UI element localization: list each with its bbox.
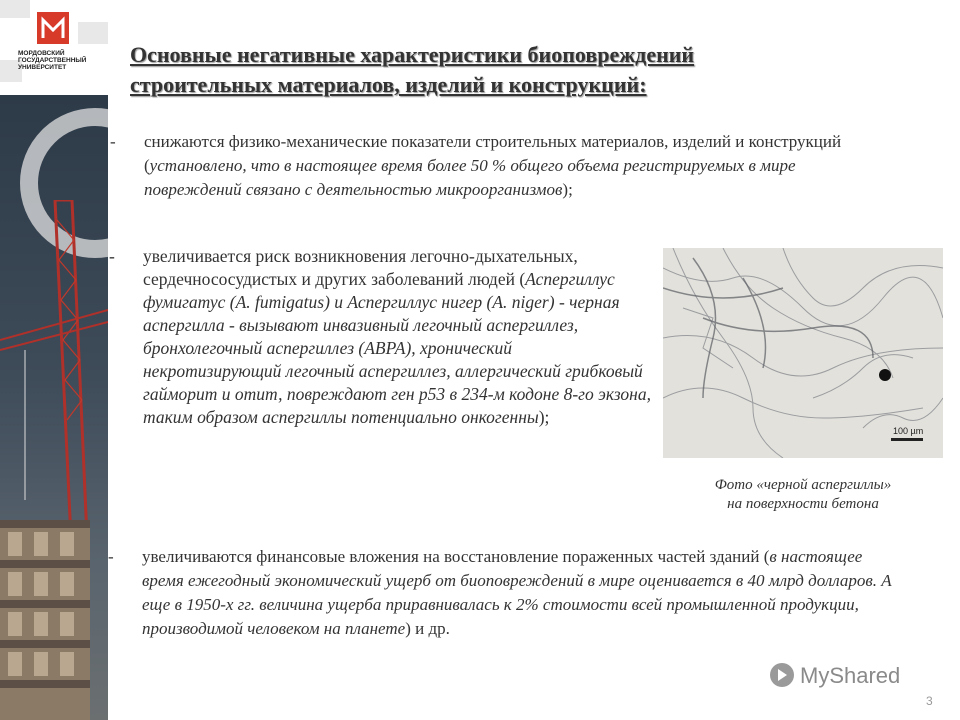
bullet-dash: -: [109, 246, 115, 266]
bullet-text: увеличивается риск возникновения легочно-дыхательных, сердечнососудистых и других заболеваний людей (: [143, 246, 578, 289]
scale-bar: [891, 438, 923, 441]
scale-label: 100 µm: [893, 426, 924, 436]
bullet-text: снижаются физико-механические показатели строительных материалов, изделий и конструкций (: [144, 132, 842, 175]
bullet-text: );: [538, 407, 550, 427]
photo-caption: [663, 476, 943, 514]
myshared-watermark[interactable]: [770, 663, 900, 689]
bullet-financial: [108, 545, 902, 641]
left-decoration: [0, 0, 108, 720]
caption-line-2: на поверхности бетона: [727, 496, 879, 512]
bullet-strength: [110, 130, 864, 202]
bullet-italic-text: в настоящее время ежегодный экономический ущерб от биоповреждений в мире оценивается в 40 млрд долларов. А еще в 1950-х гг. величина ущерба приравнивалась к 2% стоимости всей промышленной продукции, производимой человеком на планете: [142, 547, 892, 638]
bullet-text: );: [562, 180, 573, 199]
bullet-italic-text: вызывают инвазивный легочный аспергиллез, бронхолегочный аспергиллез (АВРА), хронический некротизирующий легочный аспергиллез, аллергический грибковый гайморит и отит, повреждают ген p53 в 234-м кодоне 8-го экзона, таким образом аспергиллы потенциально онкогенны: [143, 315, 651, 427]
bullet-text: увеличиваются финансовые вложения на восстановление пораженных частей зданий (: [142, 547, 770, 566]
university-logo-icon: [37, 12, 69, 44]
bullet-italic-text: черная аспергилла: [143, 292, 620, 335]
bullet-italic-text: установлено, что в настоящее время более 50 % общего объема регистрируемых в мире повреждений связано с деятельностью микроорганизмов: [144, 156, 796, 199]
spore-dot: [879, 369, 891, 381]
play-icon: [770, 663, 794, 687]
pattern-square: [0, 0, 30, 18]
caption-line-1: Фото «черной аспергиллы»: [714, 477, 892, 493]
bullet-health-risk: [109, 245, 653, 429]
title-line-1: Основные негативные характеристики биоповреждений: [130, 42, 695, 67]
bullet-dash: -: [108, 547, 114, 566]
watermark-text: MyShared: [800, 663, 901, 688]
slide-title: [130, 40, 850, 100]
pattern-square: [78, 22, 108, 44]
aspergillus-photo: [663, 248, 943, 458]
bullet-text: ) и др.: [405, 619, 450, 638]
page-number: 3: [926, 694, 933, 708]
university-name: МОРДОВСКИЙ ГОСУДАРСТВЕННЫЙ УНИВЕРСИТЕТ: [18, 50, 87, 71]
building-illustration: [0, 480, 108, 720]
bullet-italic-text: Аспергиллус фумигатус (A. fumigatus) и Аспергиллус нигер (A. niger) -: [143, 269, 615, 312]
bullet-text: -: [224, 315, 240, 335]
bullet-dash: -: [110, 132, 116, 151]
title-line-2: строительных материалов, изделий и конструкций:: [130, 72, 647, 97]
university-logo: [37, 12, 69, 44]
